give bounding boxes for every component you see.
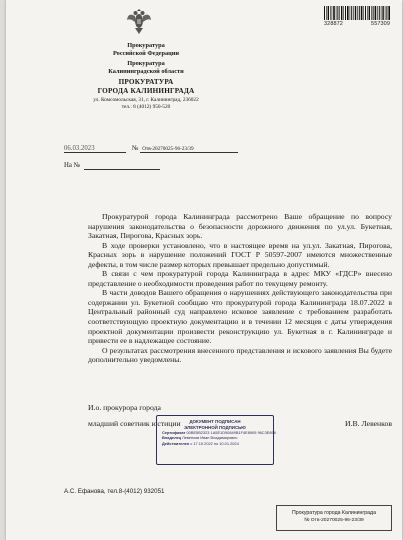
letter-date: 06.03.2023	[64, 145, 126, 153]
barcode-number-right: 557309	[371, 21, 390, 27]
header-russian-federation: Российской Федерации	[112, 49, 179, 57]
state-emblem-icon	[126, 6, 152, 36]
stamp-validity-value: с 17.10.2022 по 10.01.2024	[190, 440, 239, 446]
registration-stamp	[276, 505, 392, 531]
barcode-numbers	[324, 21, 390, 27]
registration-stamp-number: № Отв-20270025-96-23/39	[304, 518, 364, 523]
letter-reg-number: Отв-20270025-96-23/39	[140, 146, 238, 153]
paragraph-1: Прокуратурой города Калининграда рассмотрено Ваше обращение по вопросу нарушения законодательства о безопасности дорожного движения по ул.ул. Букетная, Закатная, Пирогова, Красных зорь.	[88, 212, 392, 241]
signer-name: И.В. Левенков	[345, 419, 392, 428]
paragraph-3: В связи с чем прокуратурой города Калининграда в адрес МКУ «ГДСР» внесено представление о необходимости проведения работ по текущему ремонту.	[88, 269, 392, 288]
stamp-owner-value: Левенков Иван Владимирович	[182, 435, 238, 441]
barcode-number-left: 328872	[324, 21, 343, 27]
header-city-name: ГОРОДА КАЛИНИНГРАДА	[97, 86, 195, 95]
barcode-bars	[324, 6, 390, 20]
paragraph-5: О результатах рассмотрения внесенного представления и искового заявления Вы будете дополнительно уведомлены.	[88, 345, 392, 365]
stamp-validity-label: Действителен	[162, 440, 190, 446]
letter-body	[88, 212, 392, 365]
header-regional-office: Прокуратура	[127, 60, 165, 67]
number-label: №	[132, 145, 139, 152]
header-prosecutor-office: Прокуратура	[127, 42, 165, 49]
signature-row-1	[88, 403, 392, 413]
signer-rank: младший советник юстиции	[88, 419, 181, 428]
header-region-name: Калининградской области	[108, 67, 184, 75]
letter-page	[6, 0, 402, 540]
date-line	[64, 145, 238, 153]
registration-stamp-title: Прокуратура города Калининграда	[292, 510, 376, 516]
reference-line	[64, 162, 160, 170]
barcode	[324, 6, 390, 27]
stamp-certificate-value: 00BE5B2323 1A5E1D90849B1F4E8905 96C3E896	[186, 430, 276, 436]
paragraph-2: В ходе проверки установлено, что в настоящее время на ул.ул. Закатная, Пирогова, Красных зорь в нарушение положений ГОСТ Р 50597-2007 имеются множественные дефекты, в том числе размер которых превышает предельно допустимый.	[88, 240, 392, 269]
electronic-signature-stamp	[156, 415, 274, 465]
header-city-office: ПРОКУРАТУРА	[118, 78, 174, 86]
reference-value	[84, 162, 160, 170]
header-address: ул. Комсомольская, 31, г. Калининград, 236022	[93, 97, 199, 103]
stamp-validity	[157, 441, 273, 446]
stamp-title-line-1: ДОКУМЕНТ ПОДПИСАН	[189, 419, 241, 424]
stamp-certificate-label: Сертификат	[162, 430, 186, 436]
reference-label: На №	[64, 162, 81, 169]
stamp-title	[157, 419, 273, 430]
paragraph-4: В части доводов Вашего обращения о нарушениях действующего законодательства при содержании ул. Букетной сообщаю что прокуратурой города Калининграда 18.07.2022 в Центральный районный суд направлено исковое заявление с требованием разработать соответствующую проектную документацию и в течении 12 месяцев с даты утверждения проектной документации произвести реконструкцию ул. Букетная в г. Калининграде и привести ее в надлежащее состояние.	[88, 288, 392, 346]
executor-contact: А.С. Ефанова, тел.8-(4012) 932051	[64, 488, 165, 495]
stamp-title-line-2: ЭЛЕКТРОННОЙ ПОДПИСЬЮ	[184, 424, 246, 430]
stamp-owner-label: Владелец	[162, 435, 182, 441]
signer-position: И.о. прокурора города	[88, 403, 161, 412]
header-phone: тел.: 8 (4012) 950-520	[121, 104, 171, 110]
